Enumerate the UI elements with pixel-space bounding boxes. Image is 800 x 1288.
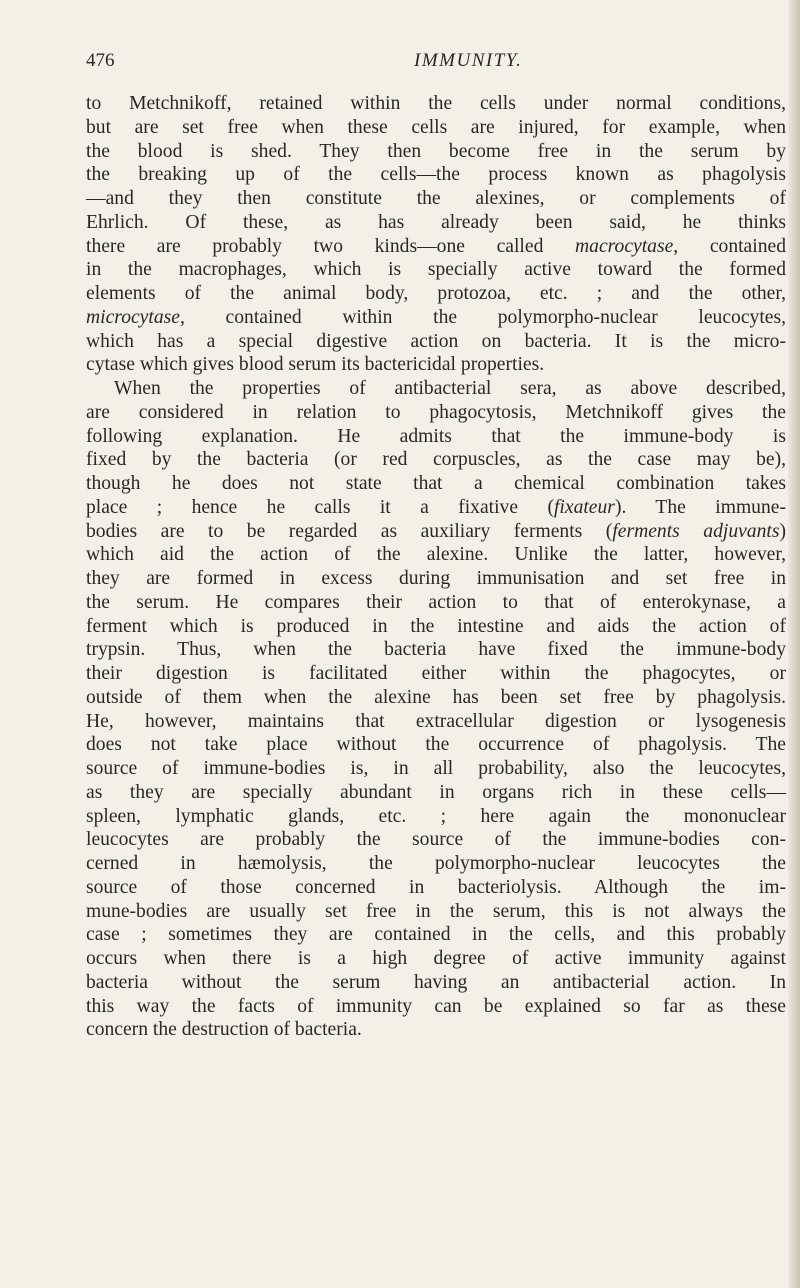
text-line bbox=[86, 235, 786, 259]
italic-term: ferments adjuvants bbox=[612, 520, 780, 542]
text-line: mune-bodies are usually set free in the serum, this is not always the bbox=[86, 900, 786, 922]
text-line: which aid the action of the alexine. Unlike the latter, however, bbox=[86, 544, 786, 566]
text-line: case ; sometimes they are contained in the cells, and this probably bbox=[86, 924, 786, 946]
page-edge-shadow bbox=[788, 0, 800, 1288]
text-segment: ) bbox=[779, 520, 787, 542]
text-line: source of those concerned in bacteriolysis. Although the im- bbox=[86, 876, 786, 898]
italic-term: macrocytase bbox=[575, 235, 674, 257]
text-line bbox=[86, 306, 786, 330]
running-head bbox=[86, 50, 786, 78]
text-line: leucocytes are probably the source of the immune-bodies con- bbox=[86, 829, 786, 851]
text-line: —and they then constitute the alexines, or complements of bbox=[86, 188, 786, 209]
text-line: this way the facts of immunity can be explained so far as these bbox=[86, 995, 786, 1017]
text-line: the serum. He compares their action to that of enterokynase, a bbox=[86, 591, 786, 613]
text-line: bacteria without the serum having an antibacterial action. In bbox=[86, 971, 786, 993]
italic-term: microcytase bbox=[86, 306, 180, 328]
text-segment: , contained bbox=[673, 235, 786, 257]
text-line bbox=[86, 496, 786, 520]
text-line: their digestion is facilitated either within the phagocytes, or bbox=[86, 663, 786, 684]
text-segment: , contained within the polymorpho-nuclear leucocytes, bbox=[179, 306, 786, 328]
text-line: cytase which gives blood serum its bactericidal properties. bbox=[86, 354, 545, 376]
text-line: the breaking up of the cells—the process known as phagolysis bbox=[86, 164, 786, 186]
body-text bbox=[86, 92, 786, 1042]
text-line: following explanation. He admits that the immune-body is bbox=[86, 425, 786, 447]
text-line: occurs when there is a high degree of active immunity against bbox=[86, 948, 786, 969]
text-segment: there are probably two kinds—one called bbox=[86, 235, 575, 257]
text-segment: place ; hence he calls it a fixative ( bbox=[86, 496, 554, 518]
text-line: concern the destruction of bacteria. bbox=[86, 1019, 362, 1041]
text-line: When the properties of antibacterial sera, as above described, bbox=[114, 378, 786, 399]
text-line: in the macrophages, which is specially active toward the formed bbox=[86, 259, 786, 281]
text-line bbox=[86, 520, 786, 544]
text-line: as they are specially abundant in organs rich in these cells— bbox=[86, 781, 786, 803]
text-line: source of immune-bodies is, in all probability, also the leucocytes, bbox=[86, 758, 786, 779]
text-line: Ehrlich. Of these, as has already been said, he thinks bbox=[86, 211, 786, 233]
text-line: which has a special digestive action on bacteria. It is the micro- bbox=[86, 330, 786, 352]
text-line: outside of them when the alexine has been set free by phagolysis. bbox=[86, 686, 786, 708]
text-line: the blood is shed. They then become free in the serum by bbox=[86, 140, 786, 162]
text-line: spleen, lymphatic glands, etc. ; here again the mononuclear bbox=[86, 805, 786, 827]
text-line: elements of the animal body, protozoa, etc. ; and the other, bbox=[86, 283, 786, 304]
text-line: are considered in relation to phagocytosis, Metchnikoff gives the bbox=[86, 401, 786, 423]
text-line: but are set free when these cells are injured, for example, when bbox=[86, 116, 786, 138]
text-line: to Metchnikoff, retained within the cells under normal conditions, bbox=[86, 93, 786, 114]
text-line: does not take place without the occurrence of phagolysis. The bbox=[86, 734, 786, 756]
text-line: cerned in hæmolysis, the polymorpho-nuclear leucocytes the bbox=[86, 853, 786, 874]
italic-term: fixateur bbox=[553, 496, 615, 518]
running-title: IMMUNITY. bbox=[414, 50, 523, 71]
text-segment: bodies are to be regarded as auxiliary ferments ( bbox=[86, 520, 613, 542]
text-segment: ). The immune- bbox=[614, 496, 786, 518]
text-line: they are formed in excess during immunisation and set free in bbox=[86, 568, 786, 589]
text-line: though he does not state that a chemical combination takes bbox=[86, 473, 786, 494]
text-line: He, however, maintains that extracellular digestion or lysogenesis bbox=[86, 710, 786, 732]
text-line: trypsin. Thus, when the bacteria have fixed the immune-body bbox=[86, 639, 786, 661]
page-number: 476 bbox=[86, 50, 115, 71]
text-line: ferment which is produced in the intestine and aids the action of bbox=[86, 615, 786, 637]
text-line: fixed by the bacteria (or red corpuscles, as the case may be), bbox=[86, 449, 786, 471]
